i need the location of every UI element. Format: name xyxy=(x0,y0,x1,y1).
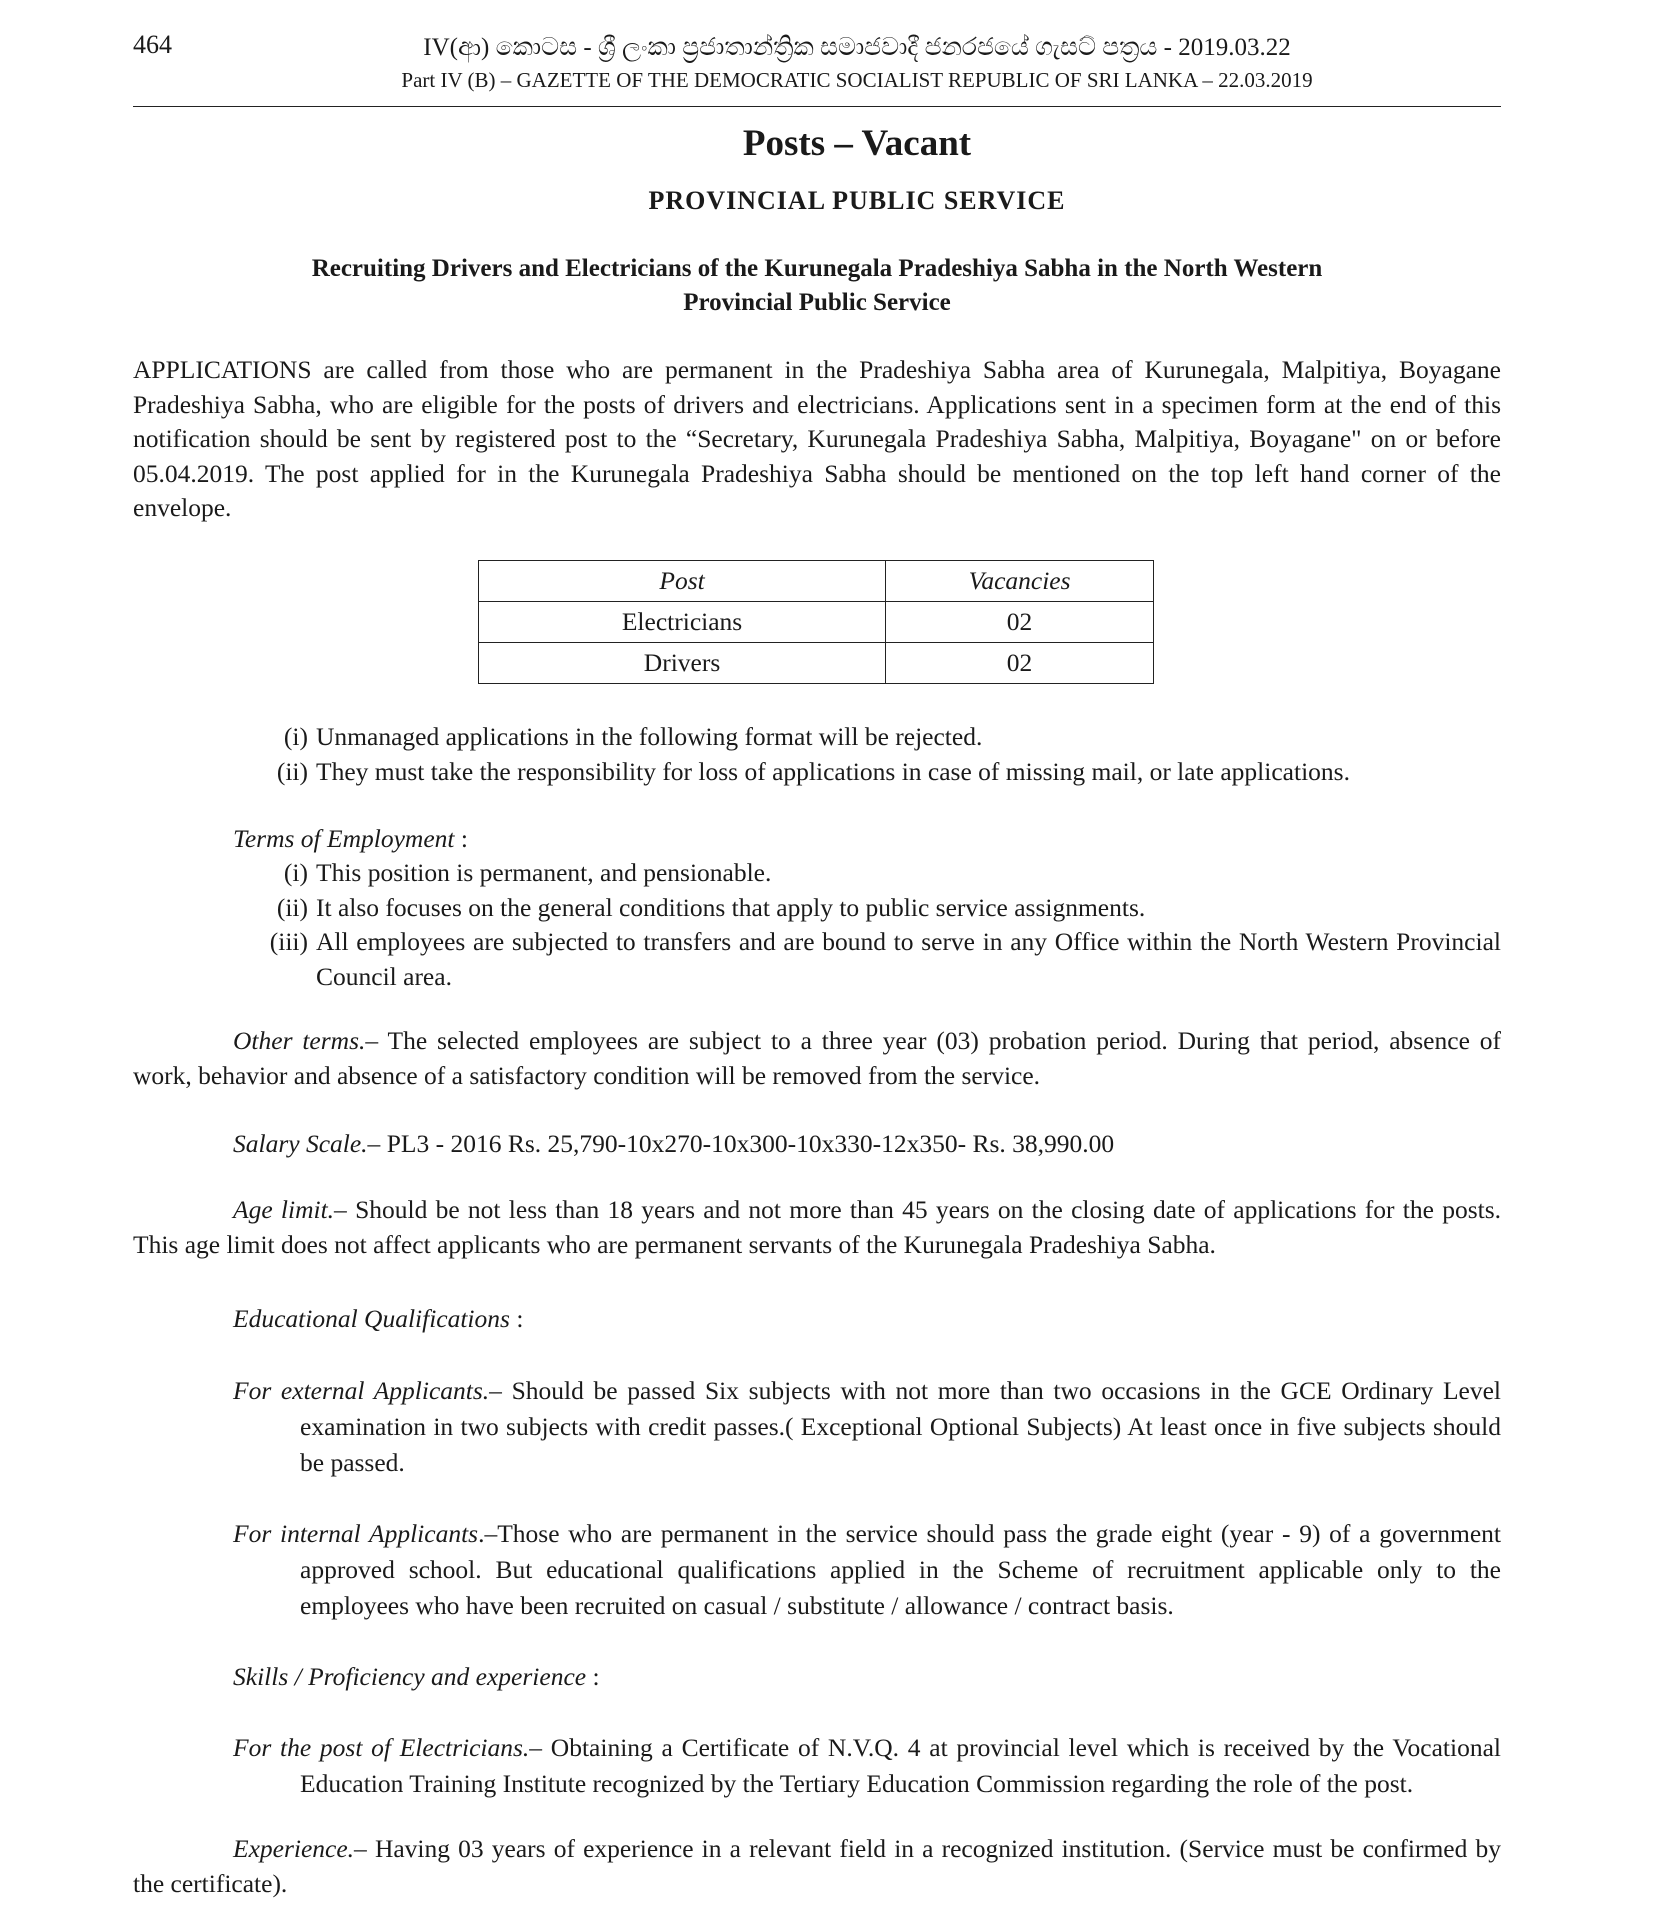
section-subtitle: PROVINCIAL PUBLIC SERVICE xyxy=(648,186,1066,215)
electricians-text: Obtaining a Certificate of N.V.Q. 4 at provincial level which is received by the Vocational Education Training Institute recognized by the Tertiary Education Commission regarding the role of the post. xyxy=(300,1733,1501,1798)
experience-label: Experience.– xyxy=(233,1834,367,1863)
education-label-suffix: : xyxy=(509,1304,524,1333)
external-applicants-paragraph xyxy=(233,1373,1501,1481)
terms-label-suffix: : xyxy=(454,824,468,853)
list-item xyxy=(258,856,1501,891)
table-header-row xyxy=(479,561,1154,602)
header-divider xyxy=(133,106,1501,107)
external-applicants-text: Should be passed Six subjects with not more than two occasions in the GCE Ordinary Level examination in two subjects with credit passes.( Exceptional Optional Subjects) At least once in five subjects should be passed. xyxy=(300,1376,1501,1477)
list-item-text: They must take the responsibility for loss of applications in case of missing mail, or late applications. xyxy=(316,756,1350,786)
list-item-number: (ii) xyxy=(276,756,308,786)
age-limit-text: Should be not less than 18 years and not more than 45 years on the closing date of applications for the posts. This age limit does not affect applicants who are permanent servants of the Kurunegala Pradeshiya Sabha. xyxy=(133,1195,1501,1259)
table-header-post: Post xyxy=(479,561,886,602)
other-terms-text: The selected employees are subject to a three year (03) probation period. During that period, absence of work, behavior and absence of a satisfactory condition will be removed from the service. xyxy=(133,1026,1501,1090)
terms-label-text: Terms of Employment xyxy=(233,824,455,853)
notice-heading xyxy=(133,252,1501,320)
educational-qualifications-label xyxy=(233,1302,523,1337)
page-number: 464 xyxy=(133,30,172,59)
age-limit-paragraph xyxy=(133,1193,1501,1262)
terms-of-employment-label xyxy=(233,822,468,857)
list-item-number: (iii) xyxy=(269,927,308,956)
table-cell-vacancies: 02 xyxy=(886,643,1154,684)
list-item-number: (i) xyxy=(283,722,308,751)
table-header-vacancies: Vacancies xyxy=(886,561,1154,602)
list-item-number: (ii) xyxy=(276,892,308,922)
table-row xyxy=(479,602,1154,643)
skills-label xyxy=(233,1660,600,1695)
application-notes-list xyxy=(258,720,1501,789)
page-title: Posts – Vacant xyxy=(742,123,972,164)
internal-applicants-paragraph xyxy=(233,1516,1501,1624)
age-limit-label: Age limit.– xyxy=(233,1195,347,1224)
table-cell-vacancies: 02 xyxy=(886,602,1154,643)
list-item-number: (i) xyxy=(283,858,308,887)
table-row xyxy=(479,643,1154,684)
skills-label-text: Skills / Proficiency and experience xyxy=(233,1662,587,1691)
gazette-header-english: Part IV (B) – GAZETTE OF THE DEMOCRATIC SOCIALIST REPUBLIC OF SRI LANKA – 22.03.2019 xyxy=(401,68,1313,92)
intro-paragraph: APPLICATIONS are called from those who are permanent in the Pradeshiya Sabha area of Kurunegala, Malpitiya, Boyagane Pradeshiya Sabha, who are eligible for the posts of drivers and electricians. Applications sent in a specimen form at the end of this notification should be sent by registered post to the “Secretary, Kurunegala Pradeshiya Sabha, Malpitiya, Boyagane" on or before 05.04.2019. The post applied for in the Kurunegala Pradeshiya Sabha should be mentioned on the top left hand corner of the envelope. xyxy=(133,355,1501,522)
list-item-text: It also focuses on the general conditions that apply to public service assignments. xyxy=(316,892,1146,922)
skills-label-suffix: : xyxy=(586,1662,600,1691)
salary-text: PL3 - 2016 Rs. 25,790-10x270-10x300-10x330-12x350- Rs. 38,990.00 xyxy=(380,1129,1115,1158)
terms-list xyxy=(258,856,1501,994)
experience-paragraph xyxy=(133,1832,1501,1901)
internal-applicants-label: For internal Applicants xyxy=(233,1519,479,1548)
list-item-text: Unmanaged applications in the following format will be rejected. xyxy=(316,722,983,751)
internal-applicants-text: .–Those who are permanent in the service should pass the grade eight (year - 9) of a government approved school. But educational qualifications applied in the Scheme of recruitment applicable only to the employees who have been recruited on casual / substitute / allowance / contract basis. xyxy=(300,1519,1501,1620)
electricians-label: For the post of Electricians.– xyxy=(233,1733,543,1762)
education-label-text: Educational Qualifications xyxy=(233,1304,510,1333)
notice-heading-line2: Provincial Public Service xyxy=(683,289,951,316)
external-applicants-label: For external Applicants.– xyxy=(233,1376,502,1405)
salary-scale-paragraph xyxy=(133,1127,1501,1162)
list-item xyxy=(258,720,1501,755)
electricians-paragraph xyxy=(233,1730,1501,1802)
list-item xyxy=(258,891,1501,926)
salary-label: Salary Scale.– xyxy=(233,1129,381,1158)
list-item xyxy=(258,755,1501,790)
experience-text: Having 03 years of experience in a relevant field in a recognized institution. (Service must be confirmed by the certificate). xyxy=(133,1834,1501,1898)
vacancies-table xyxy=(478,560,1154,684)
list-item-text: All employees are subjected to transfers and are bound to serve in any Office within the North Western Provincial Council area. xyxy=(316,927,1501,991)
notice-heading-line1: Recruiting Drivers and Electricians of the Kurunegala Pradeshiya Sabha in the North Western xyxy=(311,255,1323,282)
other-terms-paragraph xyxy=(133,1024,1501,1093)
table-cell-post: Electricians xyxy=(479,602,886,643)
table-cell-post: Drivers xyxy=(479,643,886,684)
gazette-header-sinhala: IV(ආ) කොටස - ශ්‍රී ලංකා ප්‍රජාතාන්ත්‍රික සමාජවාදී ජනරජයේ ගැසට් පත්‍රය - 2019.03.22 xyxy=(423,34,1291,61)
list-item-text: This position is permanent, and pensionable. xyxy=(316,858,772,887)
other-terms-label: Other terms.– xyxy=(233,1026,379,1055)
list-item xyxy=(258,925,1501,994)
